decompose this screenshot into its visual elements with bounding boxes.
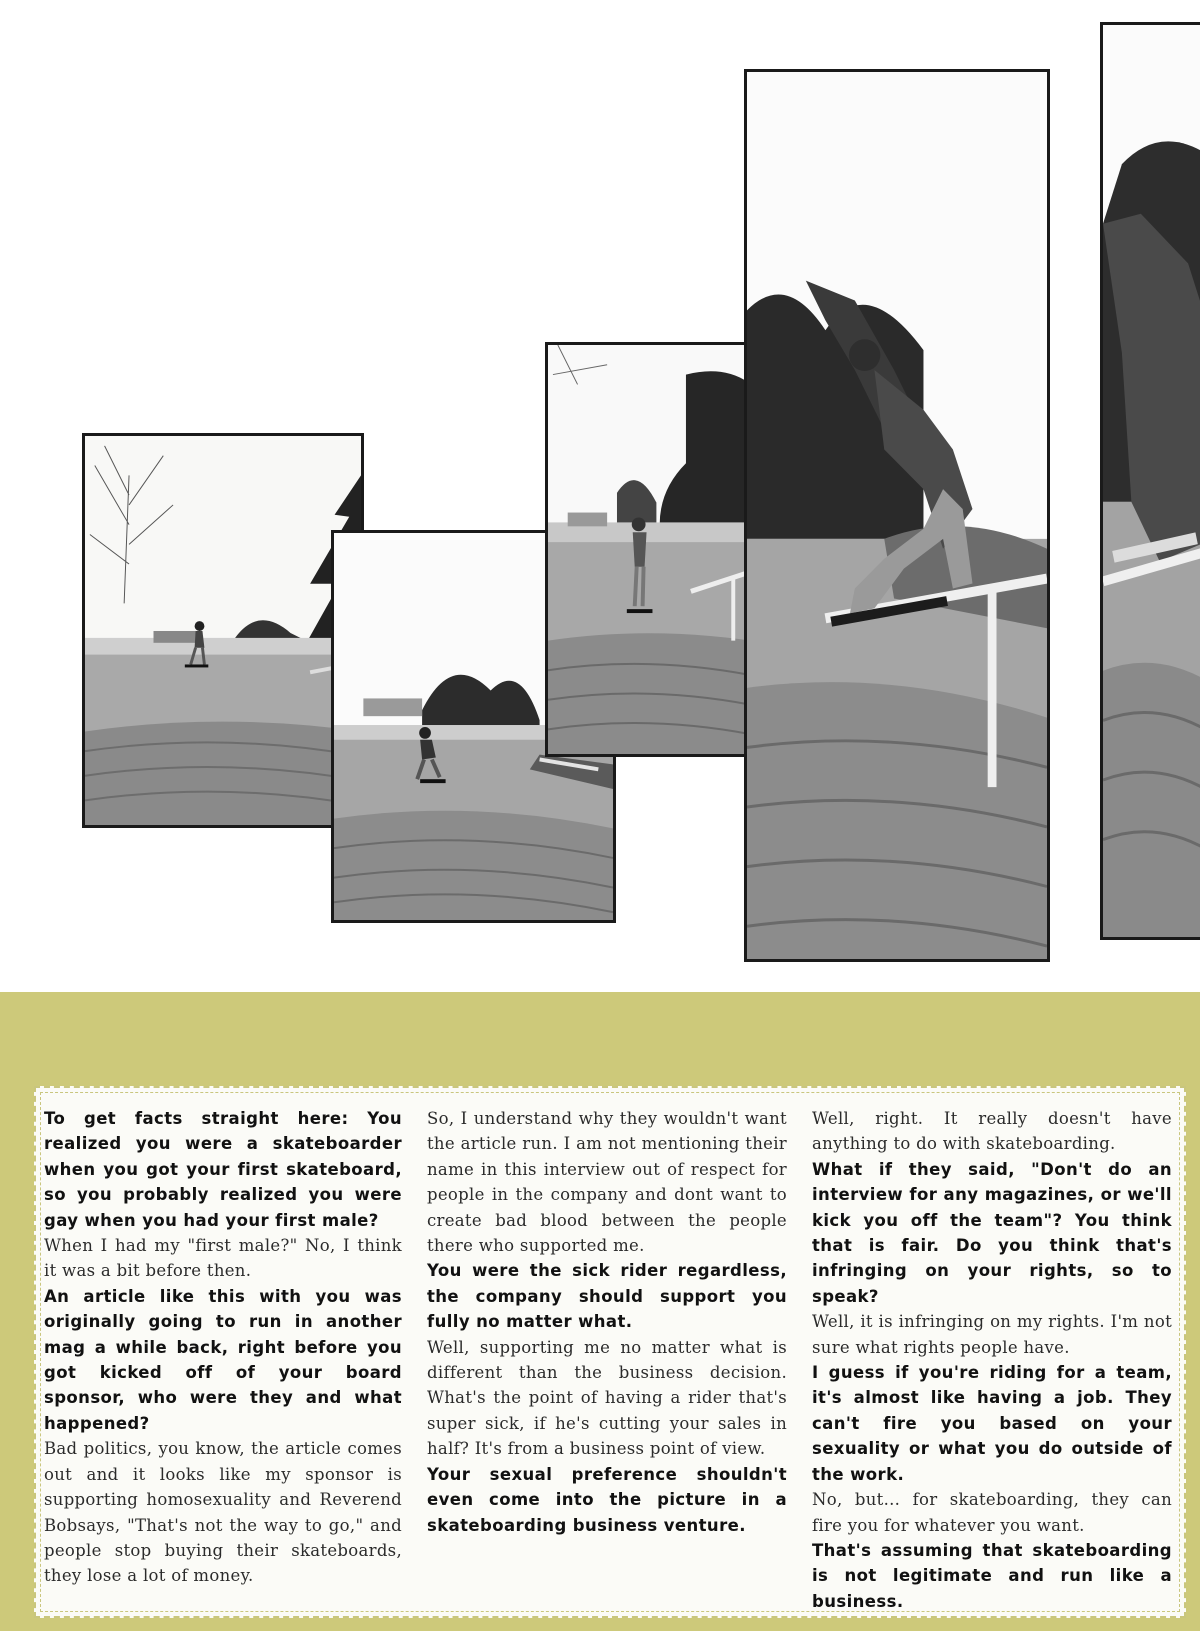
skate-photo-1 — [85, 436, 361, 825]
question-text: An article like this with you was originally going to run in another mag a while back, right before you got kicked off of your board sponsor, who were they and what happened? — [44, 1286, 402, 1433]
answer-text: Well, it is infringing on my rights. I'm not sure what rights people have. — [812, 1312, 1172, 1357]
answer-text: No, but... for skateboarding, they can fire you for whatever you want. — [812, 1490, 1172, 1535]
answer-text: So, I understand why they wouldn't want the article run. I am not mentioning their name in this interview out of respect for people in the company and dont want to create bad blood between the people there who supported me. — [427, 1109, 787, 1256]
question-text: That's assuming that skateboarding is not legitimate and run like a business. — [812, 1540, 1172, 1611]
answer-text: Well, supporting me no matter what is different than the business decision. What's the point of having a rider that's super sick, if he's cutting your sales in half? It's from a business point of view. — [427, 1337, 787, 1459]
photo-frame-4 — [744, 69, 1050, 962]
photo-frame-3 — [545, 342, 751, 757]
skate-photo-5 — [1103, 25, 1200, 937]
answer-text: When I had my "first male?" No, I think it was a bit before then. — [44, 1236, 402, 1281]
question-text: To get facts straight here: You realized you were a skateboarder when you got your first skateboard, so you probably realized you were gay when you had your first male? — [44, 1109, 402, 1230]
interview-column-2 — [427, 1106, 787, 1538]
answer-text: Well, right. It really doesn't have anything to do with skateboarding. — [812, 1109, 1172, 1154]
skate-photo-4 — [747, 72, 1047, 959]
question-text: What if they said, "Don't do an interview for any magazines, or we'll kick you off the team"? You think that is fair. Do you think that's infringing on your rights, so to speak? — [812, 1159, 1172, 1306]
question-text: I guess if you're riding for a team, it's almost like having a job. They can't fire you based on your sexuality or what you do outside of the work. — [812, 1363, 1172, 1484]
question-text: Your sexual preference shouldn't even come into the picture in a skateboarding business venture. — [427, 1464, 787, 1535]
photo-frame-5 — [1100, 22, 1200, 940]
photo-frame-1 — [82, 433, 364, 828]
interview-column-1 — [44, 1106, 402, 1589]
answer-text: Bad politics, you know, the article comes out and it looks like my sponsor is supporting homosexuality and Reverend Bobsays, "That's not the way to go," and people stop buying their skateboards, they lose a lot of money. — [44, 1439, 402, 1586]
show-through-text — [120, 134, 350, 146]
skate-photo-3 — [548, 345, 751, 754]
interview-column-3 — [812, 1106, 1172, 1614]
question-text: You were the sick rider regardless, the company should support you fully no matter what. — [427, 1261, 787, 1332]
